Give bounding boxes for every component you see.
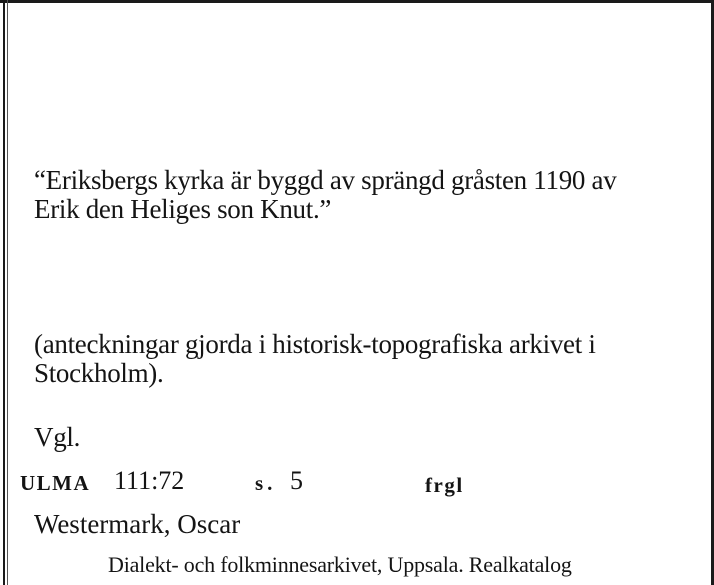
card-left-edge-inner — [7, 0, 8, 585]
page-number: 5 — [290, 466, 303, 495]
quote-text — [34, 166, 616, 224]
source-note — [34, 330, 596, 388]
shelf-number: 111:72 — [114, 466, 185, 495]
note-line: Stockholm). — [34, 358, 164, 388]
card-left-edge — [3, 0, 5, 585]
card-top-edge — [0, 0, 714, 3]
category-code: frgl — [425, 473, 464, 497]
region-label: Vgl. — [34, 422, 81, 452]
archive-code: ULMA — [20, 471, 91, 495]
archive-footer: Dialekt- och folkminnesarkivet, Uppsala. Realkatalog — [108, 552, 572, 577]
quote-line: “Eriksbergs kyrka är byggd av sprängd gråsten 1190 av — [34, 165, 617, 195]
author-name: Westermark, Oscar — [34, 509, 241, 539]
quote-line: Erik den Heliges son Knut.” — [34, 194, 332, 224]
note-line: (anteckningar gjorda i historisk-topografiska arkivet i — [34, 329, 596, 359]
page-label: s. — [255, 471, 277, 495]
